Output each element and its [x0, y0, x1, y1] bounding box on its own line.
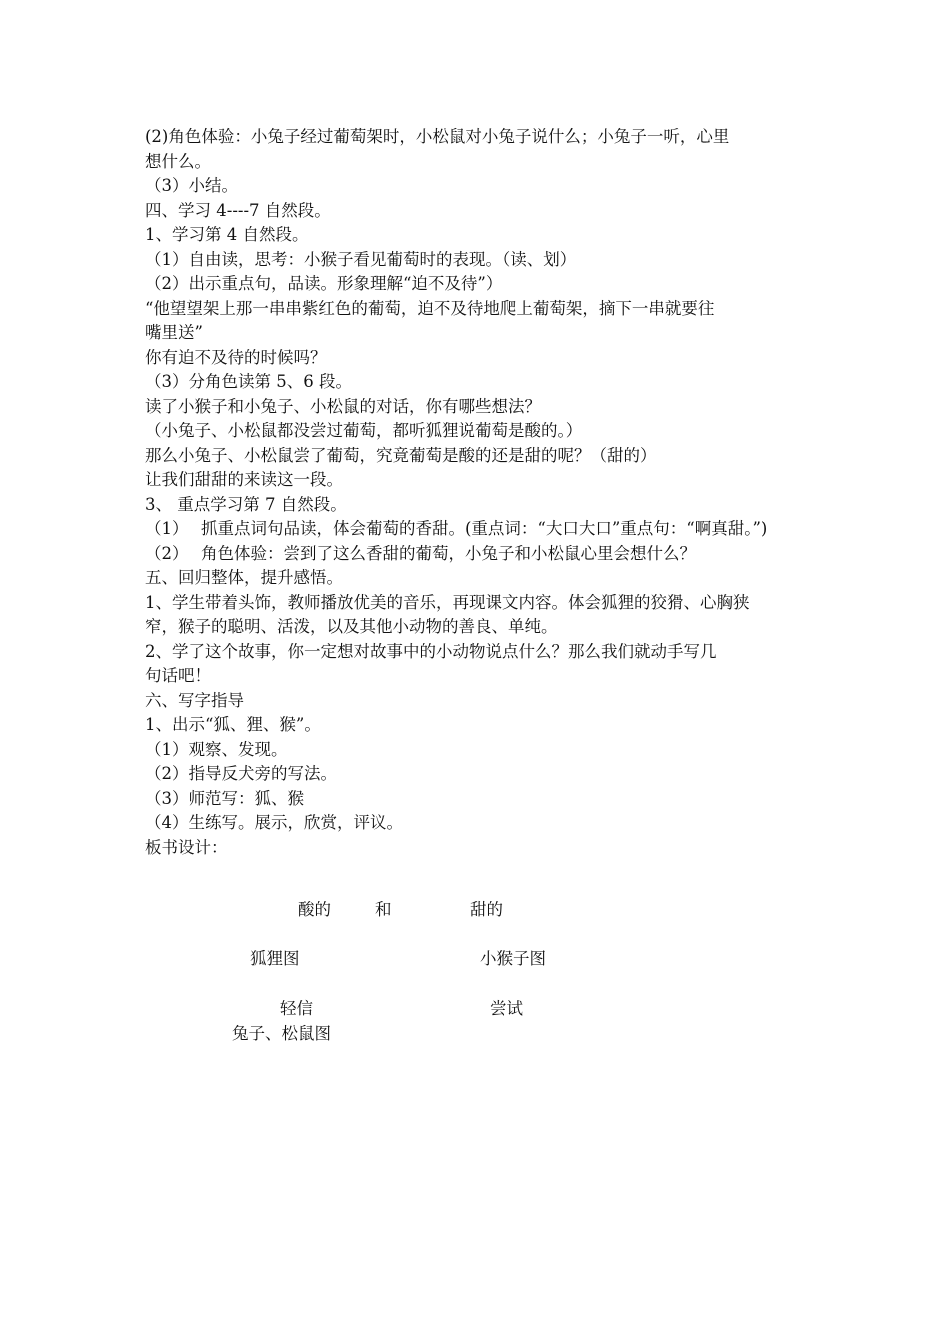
list-item-text: 角色体验：尝到了这么香甜的葡萄，小兔子和小松鼠心里会想什么？ — [201, 543, 696, 563]
section-heading: 四、学习 4----7 自然段。 — [145, 200, 331, 220]
text-line: 2、学了这个故事，你一定想对故事中的小动物说点什么？那么我们就动手写几 — [145, 641, 717, 661]
text-line: 读了小猴子和小兔子、小松鼠的对话，你有哪些想法？ — [145, 396, 541, 416]
section-heading: 五、回归整体，提升感悟。 — [145, 568, 343, 587]
text-line: （1）自由读，思考：小猴子看见葡萄时的表现。（读、划） — [145, 249, 577, 269]
board-try: 尝试 — [490, 999, 523, 1018]
board-monkey: 小猴子图 — [480, 949, 546, 968]
text-line: （4）生练写。展示，欣赏，评议。 — [145, 813, 403, 832]
lesson-plan-body — [145, 125, 810, 860]
board-and: 和 — [375, 900, 392, 919]
text-line: （2）指导反犬旁的写法。 — [145, 764, 337, 783]
text-line: (2)角色体验：小兔子经过葡萄架时，小松鼠对小兔子说什么；小兔子一听，心里 — [145, 127, 730, 146]
text-line: 句话吧！ — [145, 666, 211, 685]
text-line: 窄，猴子的聪明、活泼，以及其他小动物的善良、单纯。 — [145, 617, 558, 636]
text-line: 那么小兔子、小松鼠尝了葡萄，究竟葡萄是酸的还是甜的呢？（甜的） — [145, 445, 657, 465]
list-item-1 — [145, 517, 810, 542]
board-believe: 轻信 — [280, 999, 313, 1018]
list-item-number: （1） — [145, 519, 189, 538]
text-line: （3）小结。 — [145, 176, 238, 195]
text-line: 你有迫不及待的时候吗？ — [145, 347, 327, 367]
text-line: 想什么。 — [145, 151, 211, 171]
text-line: 1、出示“狐、狸、猴”。 — [145, 715, 321, 734]
quote-line: 嘴里送” — [145, 323, 203, 342]
text-line: 1、学生带着头饰，教师播放优美的音乐，再现课文内容。体会狐狸的狡猾、心胸狭 — [145, 592, 750, 612]
text-line: （3）师范写：狐、猴 — [145, 788, 304, 808]
quote-line: “他望望架上那一串串紫红色的葡萄，迫不及待地爬上葡萄架，摘下一串就要往 — [145, 298, 715, 318]
text-line: 让我们甜甜的来读这一段。 — [145, 470, 343, 489]
text-line: （小兔子、小松鼠都没尝过葡萄，都听狐狸说葡萄是酸的。） — [145, 421, 583, 440]
text-line: 1、学习第 4 自然段。 — [145, 225, 309, 244]
board-sweet: 甜的 — [470, 900, 503, 919]
list-item-number: （2） — [145, 543, 189, 563]
board-sour: 酸的 — [298, 900, 331, 919]
text-line: （2）出示重点句，品读。形象理解“迫不及待”） — [145, 274, 503, 293]
board-rabbit-squirrel: 兔子、松鼠图 — [232, 1024, 331, 1043]
text-line: （1）观察、发现。 — [145, 739, 288, 759]
list-item-2 — [145, 542, 810, 567]
section-heading: 六、写字指导 — [145, 690, 244, 710]
board-design-heading: 板书设计： — [145, 837, 228, 857]
text-line: 3、 重点学习第 7 自然段。 — [145, 494, 347, 514]
board-fox: 狐狸图 — [250, 949, 300, 968]
list-item-text: 抓重点词句品读，体会葡萄的香甜。(重点词：“大口大口”重点句：“啊真甜。”) — [201, 519, 768, 538]
text-line: （3）分角色读第 5、6 段。 — [145, 372, 352, 391]
